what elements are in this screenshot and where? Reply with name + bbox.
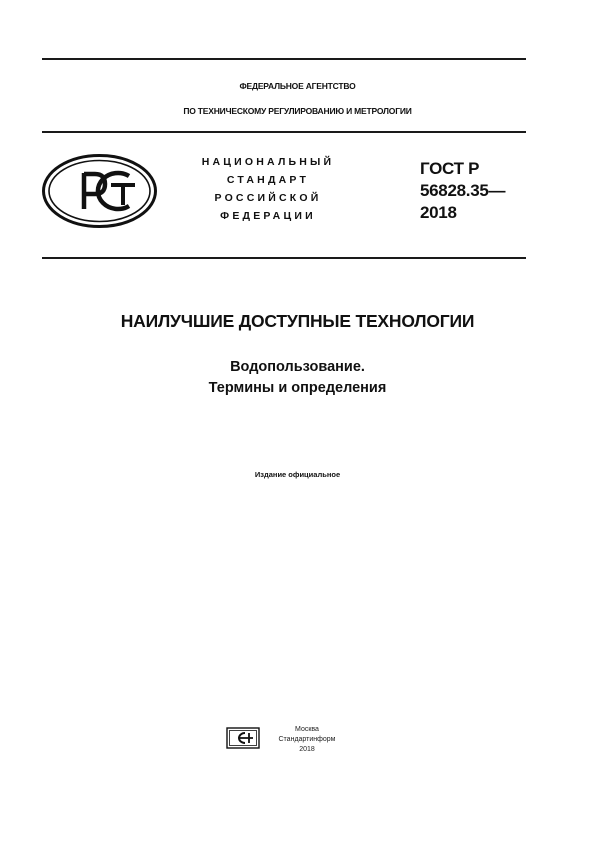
top-rule <box>42 58 526 60</box>
national-standard-line2: СТАНДАРТ <box>226 174 310 186</box>
standard-designation-line2: 56828.35— <box>420 181 506 200</box>
national-standard-line4: ФЕДЕРАЦИИ <box>220 210 316 222</box>
document-subtitle-line2: Термины и определения <box>208 380 387 396</box>
publisher-city: Москва <box>295 726 319 733</box>
publisher-name: Стандартинформ <box>278 736 336 743</box>
national-standard-line1: НАЦИОНАЛЬНЫЙ <box>201 156 335 168</box>
header-rule <box>42 131 526 133</box>
agency-name-line1: ФЕДЕРАЛЬНОЕ АГЕНТСТВО <box>239 81 356 91</box>
header-bottom-rule <box>42 257 526 259</box>
document-title: НАИЛУЧШИЕ ДОСТУПНЫЕ ТЕХНОЛОГИИ <box>120 311 475 331</box>
edition-note: Издание официальное <box>254 470 341 479</box>
agency-name-line2: ПО ТЕХНИЧЕСКОМУ РЕГУЛИРОВАНИЮ И МЕТРОЛОГИИ <box>183 106 412 116</box>
national-standard-line3: РОССИЙСКОЙ <box>214 192 322 204</box>
publisher-year: 2018 <box>299 746 315 753</box>
standartinform-logo-icon <box>226 727 260 749</box>
rst-gost-emblem-icon <box>41 153 158 229</box>
standard-designation-line1: ГОСТ Р <box>420 159 480 178</box>
standard-designation-line3: 2018 <box>420 203 457 222</box>
document-subtitle-line1: Водопользование. <box>230 359 365 375</box>
